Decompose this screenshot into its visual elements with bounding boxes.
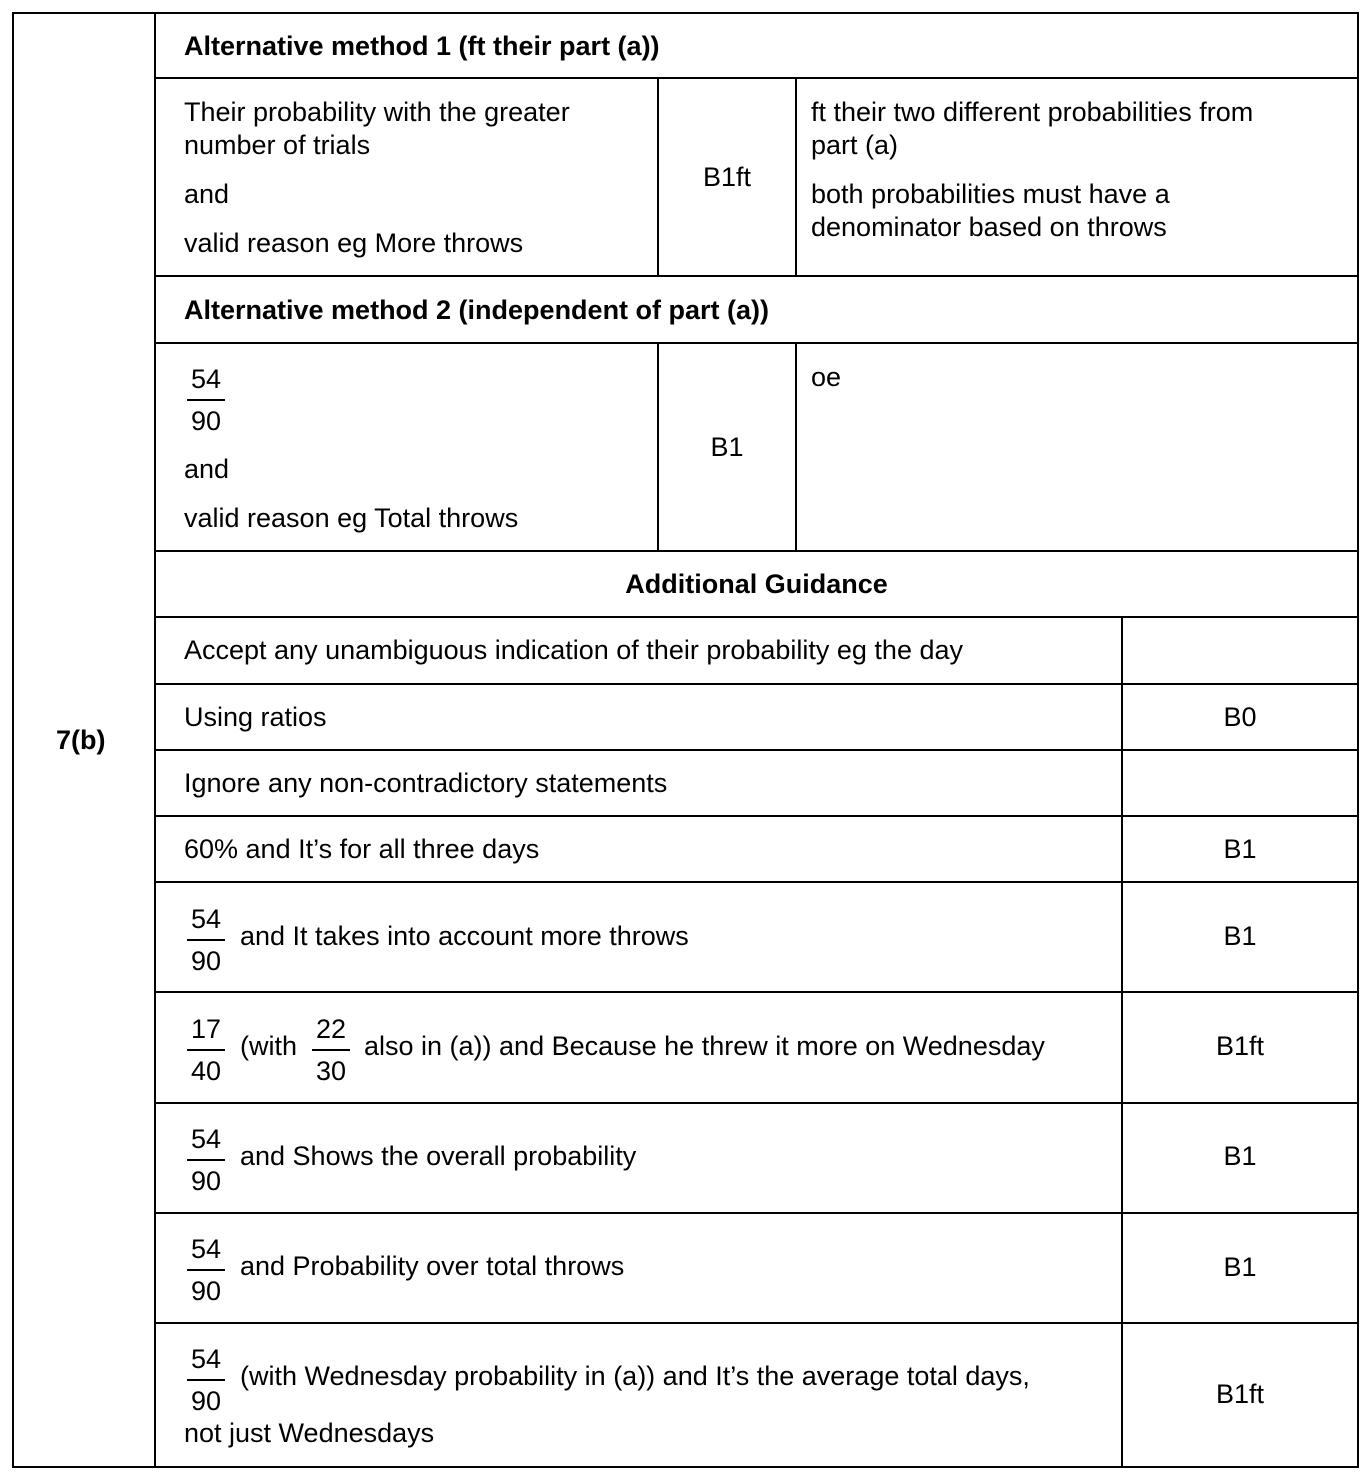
alt2-mark: B1	[710, 432, 744, 462]
alt1-answer-line: Their probability with the greater	[184, 97, 570, 127]
alt2-answer-line: valid reason eg Total throws	[184, 503, 519, 533]
question-number: 7(b)	[56, 725, 106, 755]
fraction-numerator: 22	[315, 1014, 347, 1044]
fraction-denominator: 90	[190, 406, 222, 436]
guidance-row-mark: B1ft	[1215, 1031, 1265, 1061]
guidance-row-fraction	[187, 904, 225, 976]
guidance-row-text: and Probability over total throws	[240, 1251, 625, 1281]
fraction-bar	[187, 1159, 225, 1161]
fraction-bar	[187, 1269, 225, 1271]
alt2-answer-line: and	[184, 454, 230, 484]
fraction-numerator: 54	[190, 1124, 222, 1154]
guidance-row-mark: B1	[1223, 1252, 1257, 1282]
guidance-row-text: Using ratios	[184, 702, 327, 732]
alt1-comment-line: ft their two different probabilities from	[811, 97, 1254, 127]
guidance-row-fraction	[187, 1014, 225, 1086]
guidance-row-text: also in (a)) and Because he threw it more on Wednesday	[364, 1031, 1045, 1061]
guidance-heading: Additional Guidance	[625, 569, 888, 599]
guidance-row-mark: B1	[1223, 1141, 1257, 1171]
guidance-row-fraction	[187, 1344, 225, 1416]
fraction-numerator: 54	[190, 904, 222, 934]
fraction-numerator: 17	[190, 1014, 222, 1044]
guidance-row-text: (with	[240, 1031, 298, 1061]
fraction-denominator: 40	[190, 1056, 222, 1086]
fraction-denominator: 90	[190, 1166, 222, 1196]
fraction-bar	[187, 939, 225, 941]
guidance-row-mark: B1ft	[1215, 1379, 1265, 1409]
guidance-row-text: 60% and It’s for all three days	[184, 834, 540, 864]
guidance-row-mark: B1	[1223, 921, 1257, 951]
guidance-row-mark: B0	[1223, 702, 1257, 732]
alt1-answer-line: valid reason eg More throws	[184, 228, 524, 258]
guidance-row-text: (with Wednesday probability in (a)) and It’s the average total days,	[240, 1361, 1030, 1391]
guidance-row-text: and It takes into account more throws	[240, 921, 689, 951]
alt1-comment-line: both probabilities must have a	[811, 179, 1170, 209]
fraction-bar	[312, 1049, 350, 1051]
fraction-numerator: 54	[190, 1234, 222, 1264]
fraction-denominator: 90	[190, 1386, 222, 1416]
guidance-row-text: not just Wednesdays	[184, 1418, 435, 1448]
alt1-comment-line: denominator based on throws	[811, 212, 1167, 242]
guidance-row-text: Accept any unambiguous indication of their probability eg the day	[184, 635, 963, 665]
guidance-row-text: Ignore any non-contradictory statements	[184, 768, 668, 798]
alt2-fraction	[187, 364, 225, 436]
alt1-mark: B1ft	[702, 162, 752, 192]
fraction-numerator: 54	[190, 364, 222, 394]
fraction-bar	[187, 1049, 225, 1051]
fraction-denominator: 90	[190, 1276, 222, 1306]
fraction-denominator: 90	[190, 946, 222, 976]
alt1-answer-line: number of trials	[184, 130, 371, 160]
fraction-bar	[187, 1379, 225, 1381]
fraction-numerator: 54	[190, 1344, 222, 1374]
fraction-denominator: 30	[315, 1056, 347, 1086]
guidance-row-mark: B1	[1223, 834, 1257, 864]
guidance-row-fraction	[187, 1234, 225, 1306]
alt1-answer-line: and	[184, 179, 230, 209]
guidance-row-text: and Shows the overall probability	[240, 1141, 637, 1171]
guidance-row-fraction	[312, 1014, 350, 1086]
guidance-row-fraction	[187, 1124, 225, 1196]
alt2-comment: oe	[811, 362, 842, 392]
alt1-comment-line: part (a)	[811, 130, 899, 160]
alt2-heading: Alternative method 2 (independent of part (a))	[184, 295, 770, 325]
fraction-bar	[187, 399, 225, 401]
alt1-heading: Alternative method 1 (ft their part (a))	[184, 31, 660, 61]
